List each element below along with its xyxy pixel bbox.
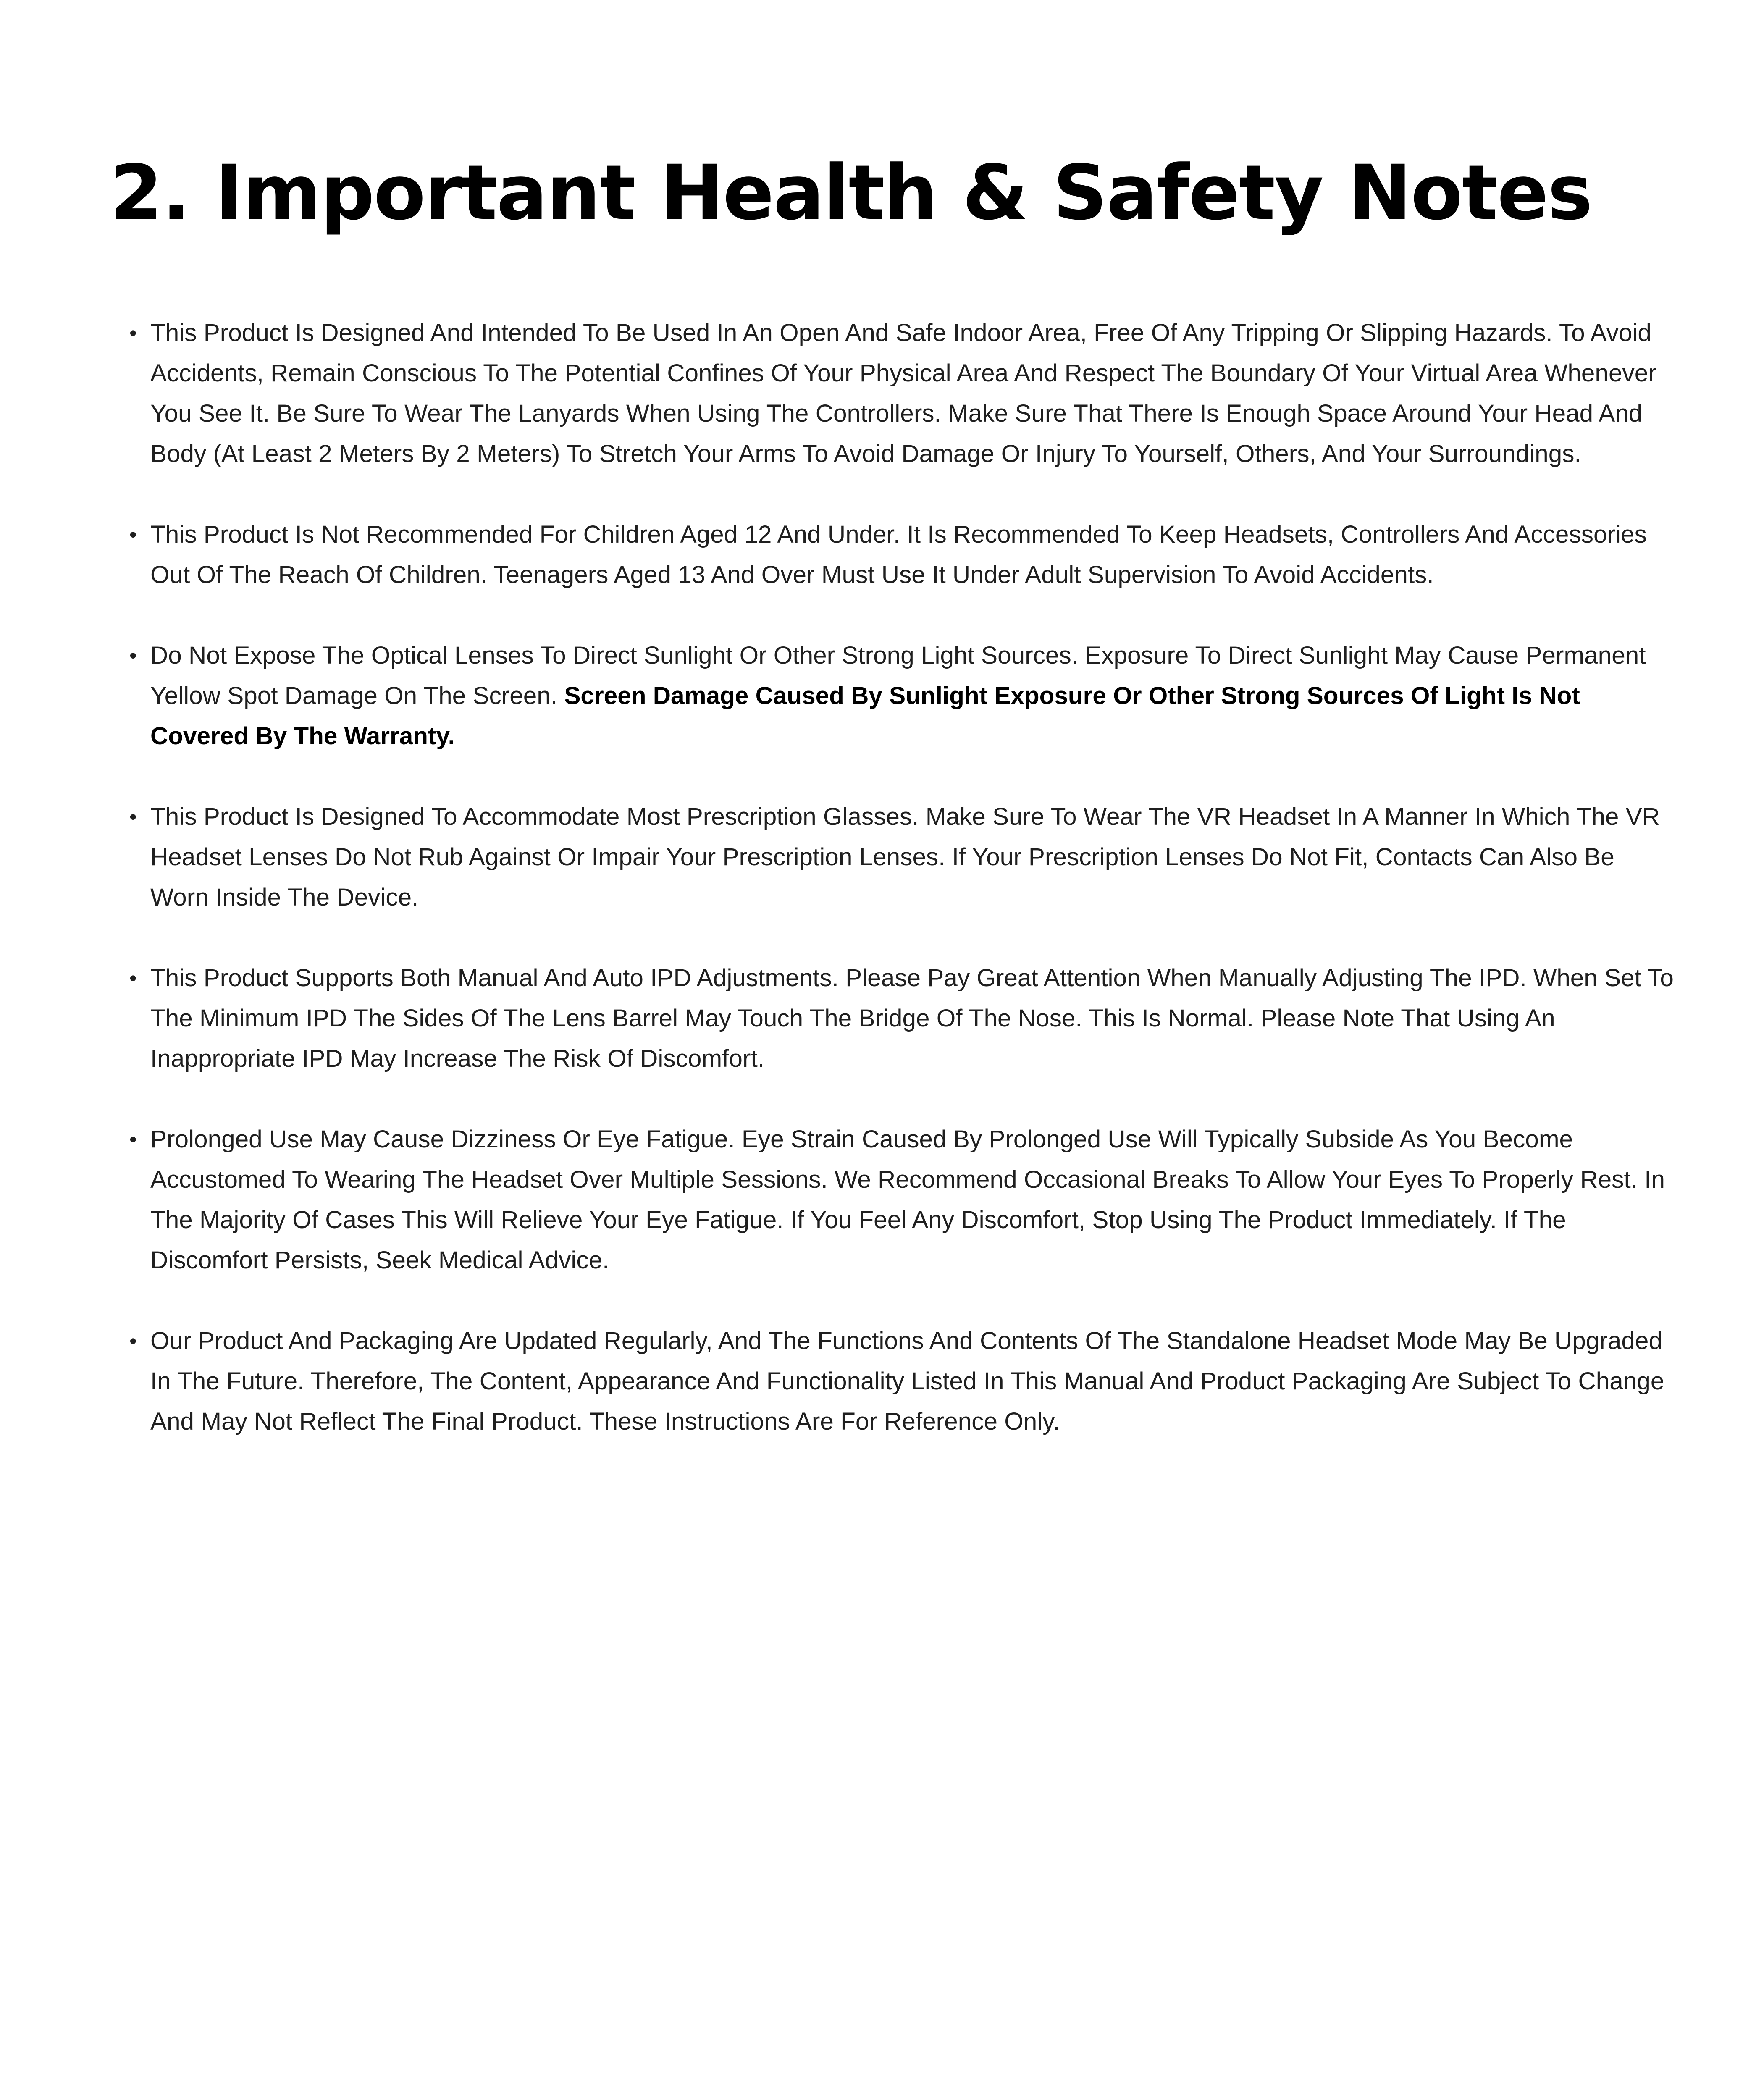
bullet-icon: •: [129, 523, 137, 546]
warranty-warning: Screen Damage Caused By Sunlight Exposure Or Other Strong Sources Of Light Is Not Covered By The Warranty.: [150, 682, 1580, 750]
note-prescription-glasses: [122, 797, 1676, 918]
note-text: This Product Is Designed To Accommodate Most Prescription Glasses. Make Sure To Wear The VR Headset In A Manner In Which The VR Headset Lenses Do Not Rub Against Or Impair Your Prescription Lenses. If Your Prescription Lenses Do Not Fit, Contacts Can Also Be Worn Inside The Device.: [150, 803, 1660, 911]
note-ipd-adjustment: [122, 958, 1676, 1079]
note-product-updates: [122, 1321, 1676, 1442]
note-open-safe-area: [122, 313, 1676, 474]
page-title: 2. Important Health & Safety Notes: [110, 149, 1592, 237]
note-prolonged-use: [122, 1119, 1676, 1281]
note-text: Prolonged Use May Cause Dizziness Or Eye Fatigue. Eye Strain Caused By Prolonged Use Will Typically Subside As You Become Accustomed To Wearing The Headset Over Multiple Sessions. We Recommend Occasional Breaks To Allow Your Eyes To Properly Rest. In The Majority Of Cases This Will Relieve Your Eye Fatigue. If You Feel Any Discomfort, Stop Using The Product Immediately. If The Discomfort Persists, Seek Medical Advice.: [150, 1126, 1665, 1274]
bullet-icon: •: [129, 1128, 137, 1151]
note-text: This Product Supports Both Manual And Auto IPD Adjustments. Please Pay Great Attention When Manually Adjusting The IPD. When Set To The Minimum IPD The Sides Of The Lens Barrel May Touch The Bridge Of The Nose. This Is Normal. Please Note That Using An Inappropriate IPD May Increase The Risk Of Discomfort.: [150, 964, 1674, 1072]
bullet-icon: •: [129, 805, 137, 829]
bullet-icon: •: [129, 1329, 137, 1353]
bullet-icon: •: [129, 321, 137, 345]
note-children-age: [122, 514, 1676, 595]
bullet-icon: •: [129, 966, 137, 990]
note-text: This Product Is Designed And Intended To Be Used In An Open And Safe Indoor Area, Free Of Any Tripping Or Slipping Hazards. To Avoid Accidents, Remain Conscious To The Potential Confines Of Your Physical Area And Respect The Boundary Of Your Virtual Area Whenever You See It. Be Sure To Wear The Lanyards When Using The Controllers. Make Sure That There Is Enough Space Around Your Head And Body (At Least 2 Meters By 2 Meters) To Stretch Your Arms To Avoid Damage Or Injury To Yourself, Others, And Your Surroundings.: [150, 319, 1656, 467]
note-text: Our Product And Packaging Are Updated Regularly, And The Functions And Contents Of The Standalone Headset Mode May Be Upgraded In The Future. Therefore, The Content, Appearance And Functionality Listed In This Manual And Product Packaging Are Subject To Change And May Not Reflect The Final Product. These Instructions Are For Reference Only.: [150, 1327, 1664, 1435]
note-sunlight-exposure: [122, 635, 1676, 756]
bullet-icon: •: [129, 644, 137, 667]
note-text: This Product Is Not Recommended For Children Aged 12 And Under. It Is Recommended To Keep Headsets, Controllers And Accessories Out Of The Reach Of Children. Teenagers Aged 13 And Over Must Use It Under Adult Supervision To Avoid Accidents.: [150, 521, 1647, 588]
safety-notes-list: [122, 313, 1676, 1482]
note-text: Do Not Expose The Optical Lenses To Direct Sunlight Or Other Strong Light Sources. Exposure To Direct Sunlight May Cause Permanent Yellow Spot Damage On The Screen.: [150, 642, 1646, 709]
